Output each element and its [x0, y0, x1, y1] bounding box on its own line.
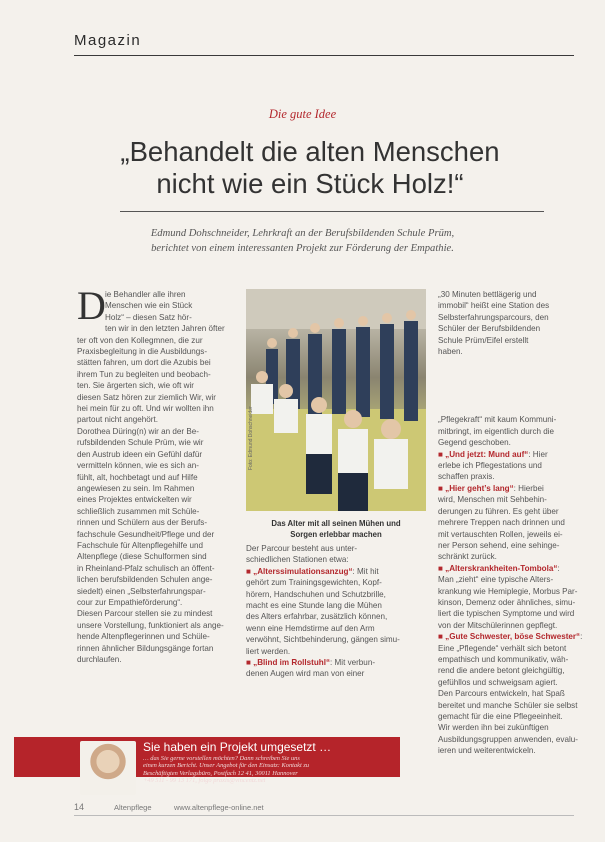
- text-line: Schule Prüm/Eifel erstellt: [438, 335, 529, 345]
- text-line: angewiesen zu sein. Im Rahmen: [77, 483, 195, 493]
- text-line: verwöhnt, Sichtbehinderung, gängen simu-: [246, 635, 400, 645]
- bullet-icon: ■: [438, 449, 446, 459]
- bullet-suffix: : Hierbei: [513, 483, 544, 493]
- bullet-title: „Alterskrankheiten-Tombola“: [445, 563, 558, 573]
- column-2-text: [246, 543, 411, 680]
- bullet-title: „Gute Schwester, böse Schwester“: [445, 632, 581, 642]
- text-line: gefühllos und schweigsam agiert.: [438, 677, 558, 687]
- author-photo: [80, 741, 136, 795]
- text-line: Der Parcour besteht aus unter-: [246, 544, 358, 553]
- text-line: kinson, Demenz oder ähnliches, simu-: [438, 597, 576, 607]
- bullet-item: [438, 483, 572, 494]
- text-line: denen Augen wird man von einer: [246, 669, 365, 679]
- text-line: rufsbildenden Schule Prüm, wie wir: [77, 438, 204, 448]
- page-number: 14: [74, 802, 85, 812]
- text-line: in Rheinland-Pfalz schulisch an öffent-: [77, 563, 215, 573]
- text-line: Den Parcours entwickeln, hat Spaß: [438, 689, 565, 699]
- text-line: den Austrub ideen ein Gefühl dafür: [77, 449, 203, 459]
- text-line: Eine „Pflegende“ verhält sich betont: [438, 643, 567, 653]
- article-photo: [246, 289, 426, 511]
- headline-line: „Behandelt die alten Menschen: [120, 136, 500, 167]
- text-line: „Pflegekraft“ mit kaum Kommuni-: [438, 415, 557, 425]
- magazine-name: Altenpflege: [114, 803, 152, 812]
- photo-caption: [246, 518, 426, 540]
- text-line: siedelt) einen „Selbsterfahrungspar-: [77, 586, 206, 596]
- banner-line: … das Sie gerne vorstellen möchten? Dann schreiben Sie uns: [143, 755, 300, 762]
- drop-cap: D: [77, 283, 106, 328]
- text-line: unsere Vorstellung, funktioniert als ange-: [77, 620, 224, 630]
- text-line: wird, Menschen mit Sehbehin-: [438, 495, 547, 505]
- text-line: Selbsterfahrungsparcours, den: [438, 312, 549, 322]
- text-line: diesen Satz hören zur ziemlich Wir, wir: [77, 392, 216, 402]
- bullet-icon: ■: [438, 483, 446, 493]
- footer-rule: [74, 815, 574, 816]
- group-photo-illustration: [246, 289, 426, 511]
- banner-line: +49 511 - 99 13 171, folgo praxis@vincentz.net: [143, 777, 266, 785]
- bullet-suffix: :: [580, 632, 583, 642]
- bullet-title: „Blind im Rollstuhl“: [253, 658, 331, 668]
- text-line: schiedlichen Stationen etwa:: [246, 555, 349, 565]
- bullet-item: [438, 631, 583, 642]
- text-line: Dorothea Düring(n) wir an der Be-: [77, 426, 199, 436]
- text-line: des Alters erfahrbar, zusätzlich können,: [246, 612, 388, 622]
- column-gap: [438, 357, 572, 414]
- lede-line: Edmund Dohschneider, Lehrkraft an der Berufsbildenden Schule Prüm,: [150, 228, 455, 239]
- text-line: derungen zu führen. Es geht über: [438, 506, 559, 516]
- text-line: ter oft von den Kollegmnen, die zur: [77, 335, 203, 345]
- text-line: gemacht für die eine Pflegeeinheit.: [438, 712, 563, 721]
- text-line: hörern, Handschuhen und Schutzbrille,: [246, 589, 386, 599]
- text-line: ieren und weiterentwickeln.: [438, 746, 536, 756]
- text-line: Wir werden ihn bei zukünftigen: [438, 723, 549, 733]
- text-line: ten. Sie ärgerten sich, wie oft wir: [77, 381, 194, 391]
- text-line: rinnen und Schülern aus der Berufs-: [77, 518, 208, 528]
- section-rule: [74, 55, 574, 56]
- text-line: Praxisbegleitung in die Ausbildungs-: [77, 347, 208, 357]
- banner-line: einen kurzen Bericht. Unser Angebot für den Einsatz: Kontakt zu: [143, 762, 310, 770]
- text-line: wenn eine Hemdstirme auf den Arm: [246, 623, 375, 633]
- text-line: gehört zum Trainingsgewichten, Kopf-: [246, 578, 382, 588]
- bullet-icon: ■: [246, 658, 254, 668]
- text-line: rend die andere betont gleichgültig,: [438, 666, 565, 676]
- text-line: lichen berufsbildenden Schulen ange-: [77, 575, 213, 585]
- text-line: Schüler der Berufsbildenden: [438, 324, 541, 334]
- text-line: hende Altenpflegerinnen und Schüle-: [77, 632, 210, 642]
- banner-title: Sie haben ein Projekt umgesetzt …: [143, 740, 332, 754]
- banner-text: [143, 755, 393, 785]
- text-line: Altenpflege (diese Schulformen sind: [77, 552, 207, 562]
- column-1-text: [77, 283, 240, 665]
- text-line: ner Person sehend, eine sehinge-: [438, 540, 560, 550]
- section-label: Magazin: [74, 32, 142, 49]
- kicker: Die gute Idee: [268, 107, 337, 121]
- bullet-item: [246, 657, 411, 668]
- text-line: ihrem Tun zu begleiten und beobach-: [77, 369, 211, 379]
- text-line: partout nicht angehört.: [77, 415, 158, 425]
- text-line: ie Behandler alle ihren: [105, 290, 186, 299]
- text-line: mitbringt, im eigentlich durch die: [438, 426, 555, 436]
- bullet-icon: ■: [438, 563, 446, 573]
- caption-line: Das Alter mit all seinen Mühen und: [271, 519, 401, 528]
- text-line: cour zur Empathieförderung“.: [77, 597, 183, 607]
- text-line: Diesen Parcour stellen sie zu mindest: [77, 609, 213, 619]
- headline: [40, 136, 580, 200]
- bullet-item: [246, 566, 411, 577]
- text-line: schränkt zurück.: [438, 552, 497, 562]
- text-line: Menschen wie ein Stück: [105, 301, 193, 311]
- headline-line: nicht wie ein Stück Holz!“: [156, 168, 464, 199]
- text-line: von der Mitschülerinnen gepflegt.: [438, 620, 558, 630]
- text-line: fachschule Gesundheit/Pflege und der: [77, 529, 215, 539]
- text-line: krankung wie Hemiplegie, Morbus Par-: [438, 586, 578, 596]
- title-rule: [120, 211, 544, 212]
- bullet-title: „Alterssimulationsanzug“: [253, 566, 353, 576]
- text-line: schaffen praxis.: [438, 472, 495, 482]
- text-line: Fachschule für Altenpflegehilfe und: [77, 540, 203, 550]
- text-line: Man „zieht“ eine typische Alters-: [438, 575, 554, 585]
- text-line: Holz“ – diesen Satz hör-: [105, 312, 192, 322]
- bullet-suffix: : Hier: [528, 449, 548, 459]
- bullet-suffix: : Mit hit: [352, 566, 379, 576]
- text-line: Gegend geschoben.: [438, 438, 511, 448]
- text-line: liert werden.: [246, 646, 291, 656]
- text-line: fühlt, alt, hochbetagt und auf Hilfe: [77, 472, 198, 482]
- text-line: rinnen ähnlicher Bildungsgänge fortan: [77, 643, 214, 653]
- text-line: eines Projektes entwickelten wir: [77, 495, 192, 505]
- footer-url[interactable]: www.altenpflege-online.net: [174, 803, 264, 812]
- bullet-icon: ■: [438, 632, 446, 642]
- banner-line: Beschäftigten Verlagsbüro, Postfach 12 41, 30011 Hannover: [143, 769, 298, 777]
- bullet-item: [438, 563, 572, 574]
- article-column-3: [438, 289, 583, 757]
- text-line: Ausbildungsgruppen anwenden, evalu-: [438, 734, 578, 744]
- bullet-icon: ■: [246, 566, 254, 576]
- caption-line: Sorgen erlebbar machen: [290, 530, 382, 539]
- bullet-title: „Und jetzt: Mund auf“: [445, 449, 529, 459]
- text-line: bereitet und manche Schüler sie selbst: [438, 700, 578, 710]
- column-3-text: [438, 289, 583, 757]
- article-column-2: [246, 543, 411, 680]
- bullet-suffix: : Mit verbun-: [330, 658, 376, 668]
- text-line: mehrere Treppen nach drinnen und: [438, 518, 565, 528]
- text-line: „30 Minuten bettlägerig und: [438, 290, 537, 299]
- photo-credit: Foto: Edmund Dohschneider: [248, 406, 254, 470]
- bullet-title: „Hier geht’s lang“: [445, 483, 514, 493]
- lede-line: berichtet von einem interessanten Projekt zur Förderung der Empathie.: [151, 243, 454, 254]
- text-line: empathisch und kommunikativ, wäh-: [438, 654, 569, 664]
- text-line: vermitteln können, wie es sich an-: [77, 461, 199, 471]
- article-column-1: [77, 283, 240, 665]
- bullet-item: [438, 449, 572, 460]
- text-line: macht es eine Stunde lang die Mühen: [246, 601, 382, 611]
- lede: [60, 226, 545, 256]
- text-line: erlebe ich Pflegestations und: [438, 461, 542, 471]
- text-line: durchlaufen.: [77, 655, 122, 664]
- text-line: mit vertauschten Rollen, jeweils ei-: [438, 529, 563, 539]
- text-line: hei mein für zu oft. Und wir wollten ihn: [77, 404, 214, 414]
- text-line: immobil“ heißt eine Station des: [438, 301, 550, 311]
- bullet-suffix: :: [557, 563, 560, 573]
- text-line: schließlich zusammen mit Schüle-: [77, 506, 200, 516]
- text-line: stätten fahren, um dort die Azubis bei: [77, 358, 211, 368]
- text-line: liert die typischen Symptome und wird: [438, 609, 575, 619]
- text-line: haben.: [438, 347, 463, 357]
- text-line: ten wir in den letzten Jahren öfter: [105, 324, 225, 334]
